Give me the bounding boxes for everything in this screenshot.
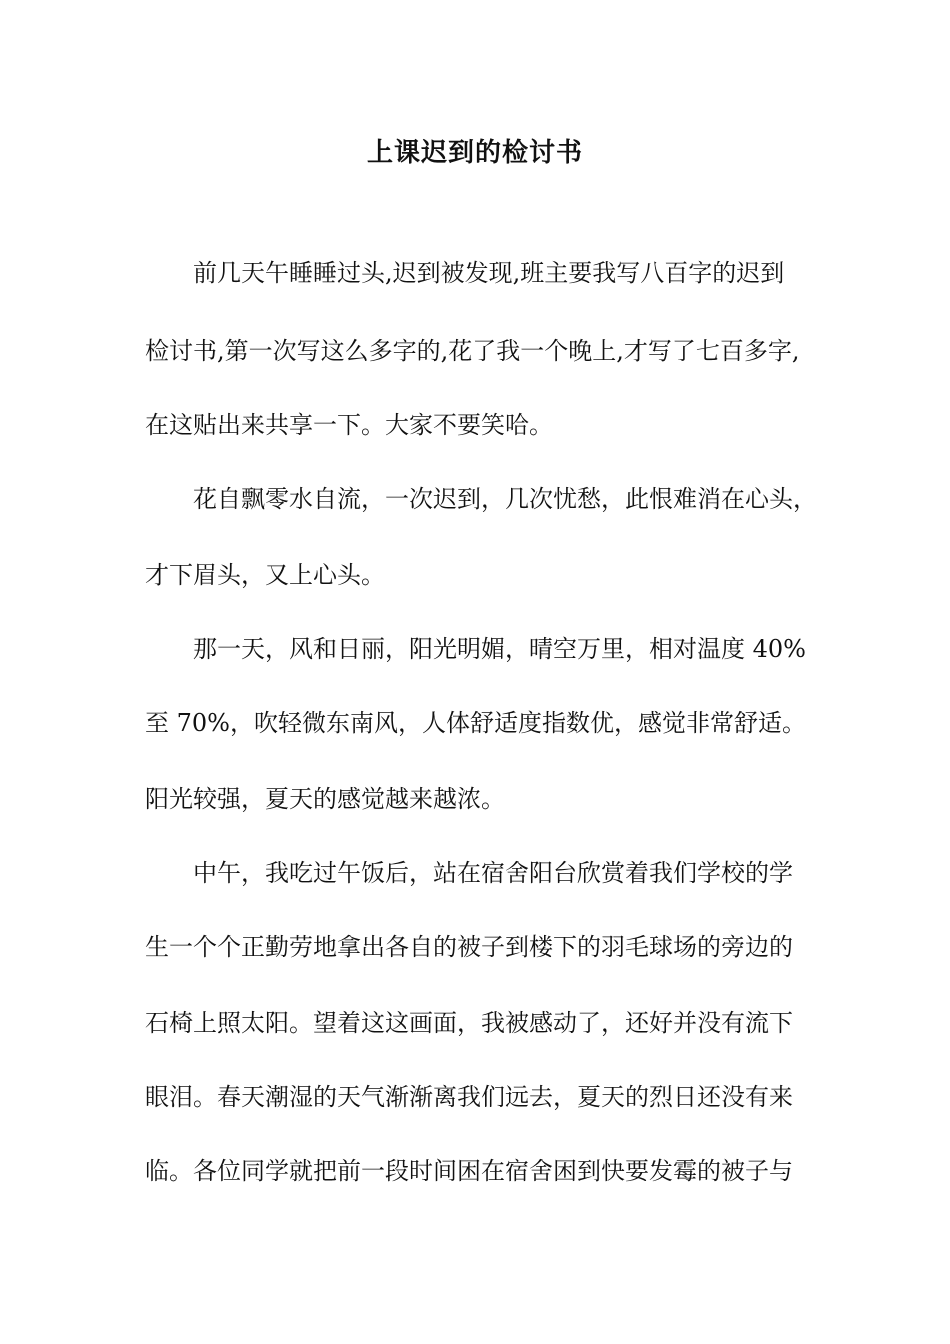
paragraph-line: 那一天，风和日丽，阳光明媚，晴空万里，相对温度 40% [193, 635, 806, 663]
paragraph-line: 生一个个正勤劳地拿出各自的被子到楼下的羽毛球场的旁边的 [145, 933, 793, 961]
paragraph-line: 石椅上照太阳。望着这这画面，我被感动了，还好并没有流下 [145, 1009, 793, 1037]
paragraph-line: 花自飘零水自流，一次迟到，几次忧愁，此恨难消在心头， [193, 485, 817, 513]
paragraph-line: 在这贴出来共享一下。大家不要笑哈。 [145, 411, 553, 439]
paragraph-line: 才下眉头，又上心头。 [145, 561, 385, 589]
paragraph-line: 中午，我吃过午饭后，站在宿舍阳台欣赏着我们学校的学 [193, 859, 793, 887]
paragraph-line: 至 70%，吹轻微东南风，人体舒适度指数优，感觉非常舒适。 [145, 709, 806, 737]
paragraph-line: 阳光较强，夏天的感觉越来越浓。 [145, 785, 505, 813]
paragraph-line: 前几天午睡睡过头,迟到被发现,班主要我写八百字的迟到 [193, 259, 785, 287]
paragraph-line: 检讨书,第一次写这么多字的,花了我一个晚上,才写了七百多字, [145, 337, 800, 365]
paragraph-line: 临。各位同学就把前一段时间困在宿舍困到快要发霉的被子与 [145, 1157, 793, 1185]
paragraph-line: 眼泪。春天潮湿的天气渐渐离我们远去，夏天的烈日还没有来 [145, 1083, 793, 1111]
document-title: 上课迟到的检讨书 [366, 138, 583, 168]
